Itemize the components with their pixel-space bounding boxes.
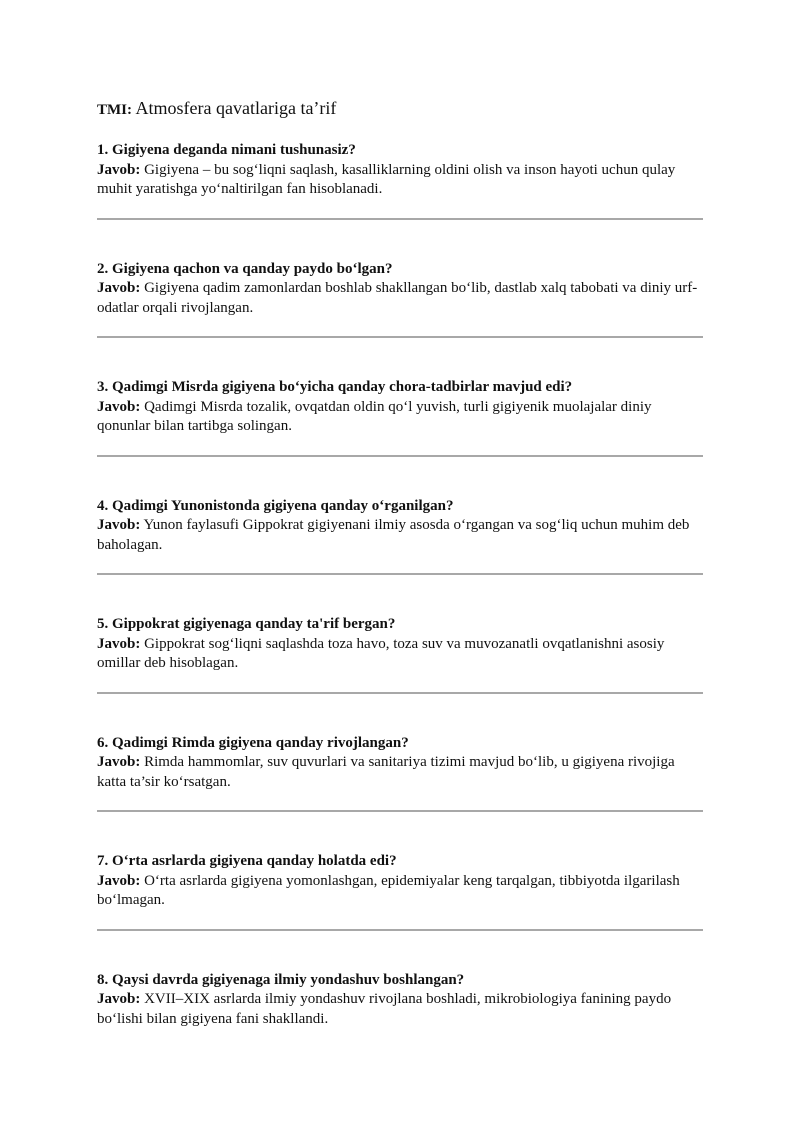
answer-4 (97, 516, 703, 555)
page-title (97, 96, 703, 122)
answer-6 (97, 753, 703, 792)
answer-label: Javob: (97, 635, 141, 652)
divider (97, 455, 703, 457)
question-2: 2. Gigiyena qachon va qanday paydo bo‘lgan? (97, 260, 393, 277)
divider (97, 692, 703, 694)
qa-item-1 (97, 141, 703, 200)
answer-text-3: Qadimgi Misrda tozalik, ovqatdan oldin qo‘l yuvish, turli gigiyenik muolajalar diniy qonunlar bilan tartibga solingan. (97, 398, 652, 434)
answer-label: Javob: (97, 280, 141, 296)
question-8: 8. Qaysi davrda gigiyenaga ilmiy yondashuv boshlangan? (97, 971, 465, 988)
answer-text-4: Yunon faylasufi Gippokrat gigiyenani ilmiy asosda o‘rgangan va sog‘liq uchun muhim deb baholagan. (97, 517, 690, 553)
divider (97, 810, 703, 812)
qa-item-2 (97, 260, 703, 319)
answer-text-6: Rimda hammomlar, suv quvurlari va sanitariya tizimi mavjud bo‘lib, u gigiyena rivojiga katta ta’sir ko‘rsatgan. (97, 754, 675, 790)
divider (97, 218, 703, 220)
answer-label: Javob: (97, 398, 141, 415)
qa-item-7 (97, 852, 703, 911)
question-3: 3. Qadimgi Misrda gigiyena bo‘yicha qanday chora-tadbirlar mavjud edi? (97, 379, 573, 395)
qa-item-8 (97, 971, 703, 1030)
topic-title: Atmosfera qavatlariga ta’rif (135, 98, 337, 118)
answer-text-1: Gigiyena – bu sog‘liqni saqlash, kasalliklarning oldini olish va inson hayoti uchun qulay muhit yaratishga yo‘naltirilgan fan hisoblanadi. (97, 161, 676, 197)
answer-1 (97, 161, 703, 200)
answer-text-8: XVII–XIX asrlarda ilmiy yondashuv rivojlana boshladi, mikrobiologiya fanining paydo bo‘lishi bilan gigiyena fani shakllandi. (97, 991, 672, 1027)
divider (97, 573, 703, 575)
tmi-label: TMI: (97, 102, 132, 118)
answer-text-5: Gippokrat sog‘liqni saqlashda toza havo, toza suv va muvozanatli ovqatlanishni asosiy omillar deb hisoblagan. (97, 635, 665, 671)
answer-label: Javob: (97, 872, 141, 889)
question-1: 1. Gigiyena deganda nimani tushunasiz? (97, 142, 356, 158)
qa-item-4 (97, 497, 703, 556)
answer-text-2: Gigiyena qadim zamonlardan boshlab shakllangan bo‘lib, dastlab xalq tabobati va diniy urf-odatlar orqali rivojlangan. (97, 280, 698, 316)
divider (97, 336, 703, 338)
answer-3 (97, 398, 703, 437)
question-7: 7. O‘rta asrlarda gigiyena qanday holatda edi? (97, 853, 397, 869)
answer-7 (97, 872, 703, 911)
answer-label: Javob: (97, 754, 141, 770)
question-4: 4. Qadimgi Yunonistonda gigiyena qanday o‘rganilgan? (97, 497, 454, 514)
answer-2 (97, 279, 703, 318)
document-page (97, 96, 703, 1029)
divider (97, 929, 703, 931)
answer-8 (97, 990, 703, 1029)
answer-label: Javob: (97, 161, 141, 178)
answer-5 (97, 635, 703, 674)
qa-item-3 (97, 378, 703, 437)
qa-item-5 (97, 615, 703, 674)
answer-label: Javob: (97, 517, 141, 533)
answer-label: Javob: (97, 991, 141, 1007)
question-6: 6. Qadimgi Rimda gigiyena qanday rivojlangan? (97, 734, 409, 751)
qa-item-6 (97, 734, 703, 793)
question-5: 5. Gippokrat gigiyenaga qanday ta'rif bergan? (97, 616, 396, 632)
answer-text-7: O‘rta asrlarda gigiyena yomonlashgan, epidemiyalar keng tarqalgan, tibbiyotda ilgarilash bo‘lmagan. (97, 872, 680, 908)
